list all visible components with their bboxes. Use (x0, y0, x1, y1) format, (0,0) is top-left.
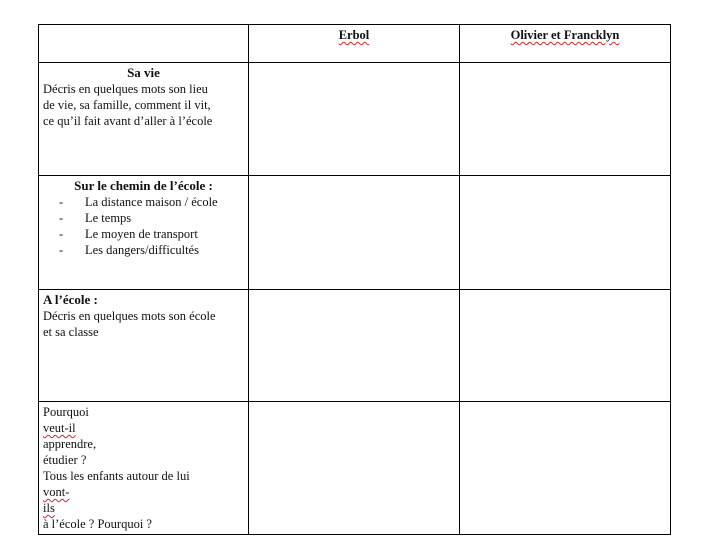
table-row (39, 63, 671, 176)
question-line (43, 468, 244, 500)
dash-bullet: - (59, 227, 64, 241)
dash-bullet: - (59, 243, 64, 257)
row-label-chemin-ecole (39, 176, 249, 290)
spellcheck-word: ils (43, 501, 55, 515)
answer-cell-olivier-francklyn[interactable] (460, 63, 671, 176)
row-title: A l’école : (43, 292, 98, 307)
dash-bullet: - (59, 195, 64, 209)
answer-cell-erbol[interactable] (249, 290, 460, 402)
answer-cell-olivier-francklyn[interactable] (460, 402, 671, 535)
description-line: et sa classe (43, 325, 99, 339)
list-item-text: Les dangers/difficultés (85, 243, 199, 257)
description-line: Décris en quelques mots son école (43, 309, 216, 323)
description-line: ce qu’il fait avant d’aller à l’école (43, 114, 213, 128)
list-item-text: La distance maison / école (85, 195, 218, 209)
question-line (43, 404, 244, 452)
list-item-text: Le moyen de transport (85, 227, 198, 241)
comparison-table (38, 24, 671, 535)
list-item (59, 226, 244, 242)
answer-cell-olivier-francklyn[interactable] (460, 176, 671, 290)
table-row (39, 176, 671, 290)
list-item (59, 242, 244, 258)
description-line: de vie, sa famille, comment il vit, (43, 98, 211, 112)
row-description (43, 81, 244, 129)
criteria-list (43, 194, 244, 258)
answer-cell-erbol[interactable] (249, 402, 460, 535)
question-text-part: étudier ? (43, 453, 87, 467)
header-row (39, 25, 671, 63)
table-row (39, 402, 671, 535)
answer-cell-olivier-francklyn[interactable] (460, 290, 671, 402)
row-title: Sur le chemin de l’école : (74, 178, 213, 193)
row-label-sa-vie (39, 63, 249, 176)
question-line (43, 452, 244, 468)
header-olivier-francklyn-text: Olivier et Francklyn (510, 28, 620, 42)
list-item-text: Le temps (85, 211, 132, 225)
question-text-part: Tous les enfants autour de lui (43, 469, 190, 483)
header-cell-olivier-francklyn (460, 25, 671, 63)
row-description (43, 308, 244, 340)
header-erbol-text: Erbol (338, 28, 370, 42)
spellcheck-word: veut-il (43, 421, 76, 435)
question-text-part: apprendre, (43, 437, 97, 451)
row-label-a-l-ecole (39, 290, 249, 402)
question-text (43, 404, 244, 532)
header-cell-empty (39, 25, 249, 63)
description-line: Décris en quelques mots son lieu (43, 82, 208, 96)
question-text-part: Pourquoi (43, 405, 89, 419)
question-line (43, 500, 244, 532)
spellcheck-word: vont- (43, 485, 70, 499)
answer-cell-erbol[interactable] (249, 176, 460, 290)
row-label-pourquoi (39, 402, 249, 535)
header-cell-erbol (249, 25, 460, 63)
list-item (59, 194, 244, 210)
question-text-part: à l’école ? Pourquoi ? (43, 517, 152, 531)
list-item (59, 210, 244, 226)
table-row (39, 290, 671, 402)
answer-cell-erbol[interactable] (249, 63, 460, 176)
dash-bullet: - (59, 211, 64, 225)
row-title: Sa vie (127, 65, 160, 80)
